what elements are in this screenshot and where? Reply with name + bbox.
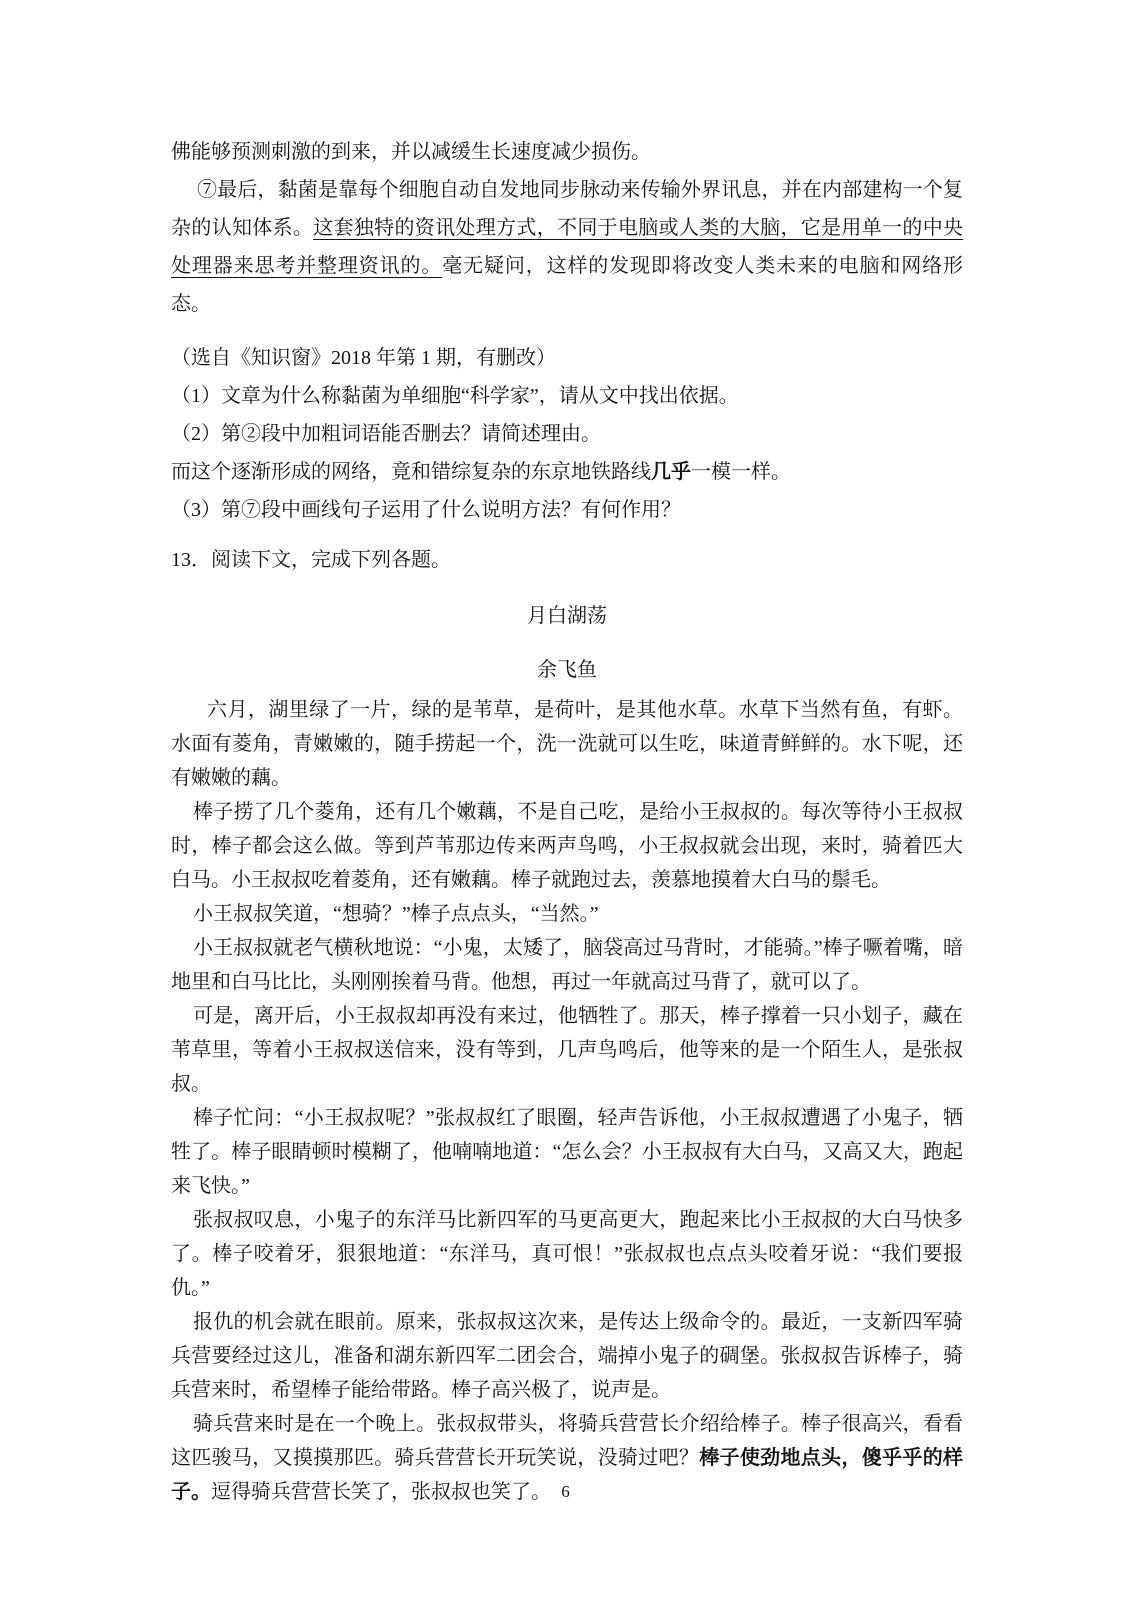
passage-tail-line: 佛能够预测刺激的到来，并以减缓生长速度减少损伤。 <box>171 141 651 163</box>
story-paragraph: 小王叔叔就老气横秋地说：“小鬼，太矮了，脑袋高过马背时，才能骑。”棒子噘着嘴，暗地里和白马比比，头刚刚挨着马背。他想，再过一年就高过马背了，就可以了。 <box>171 937 963 993</box>
story-paragraph: 报仇的机会就在眼前。原来，张叔叔这次来，是传达上级命令的。最近，一支新四军骑兵营要经过这儿，准备和湖东新四军二团会合，端掉小鬼子的碉堡。张叔叔告诉棒子，骑兵营来时，希望棒子能给带路。棒子高兴极了，说声是。 <box>171 1311 963 1401</box>
story-paragraph: 棒子捞了几个菱角，还有几个嫩藕，不是自己吃，是给小王叔叔的。每次等待小王叔叔时，棒子都会这么做。等到芦苇那边传来两声鸟鸣，小王叔叔就会出现，来时，骑着匹大白马。小王叔叔吃着菱角，还有嫩藕。棒子就跑过去，羡慕地摸着大白马的鬃毛。 <box>171 801 963 891</box>
story-paragraph: 张叔叔叹息，小鬼子的东洋马比新四军的马更高更大，跑起来比小王叔叔的大白马快多了。棒子咬着牙，狠狠地道：“东洋马，真可恨！”张叔叔也点点头咬着牙说：“我们要报仇。” <box>171 1209 963 1299</box>
question-2-quote-prefix: 而这个逐渐形成的网络，竟和错综复杂的东京地铁路线 <box>171 461 651 483</box>
story-paragraph: 六月，湖里绿了一片，绿的是苇草，是荷叶，是其他水草。水草下当然有鱼，有虾。水面有菱角，青嫩嫩的，随手捞起一个，洗一洗就可以生吃，味道青鲜鲜的。水下呢，还有嫩嫩的藕。 <box>171 699 963 789</box>
question-2: （2）第②段中加粗词语能否删去？请简述理由。 <box>171 423 601 445</box>
source-citation: （选自《知识窗》2018 年第 1 期，有删改） <box>171 347 556 369</box>
story-final-suffix: 逗得骑兵营营长笑了，张叔叔也笑了。 <box>211 1481 551 1503</box>
question-3: （3）第⑦段中画线句子运用了什么说明方法？有何作用？ <box>171 499 681 521</box>
passage-paragraph-7 <box>171 171 963 323</box>
story-paragraph: 可是，离开后，小王叔叔却再没有来过，他牺牲了。那天，棒子撑着一只小划子，藏在苇草里，等着小王叔叔送信来，没有等到，几声鸟鸣后，他等来的是一个陌生人，是张叔叔。 <box>171 1005 963 1095</box>
page-number: 6 <box>561 1482 570 1501</box>
story-final-bold-sentence: 棒子使劲地点头，傻乎乎的样子。 <box>171 1447 964 1503</box>
question-2-quote-suffix: 一模一样。 <box>691 461 791 483</box>
story-paragraph: 棒子忙问：“小王叔叔呢？”张叔叔红了眼圈，轻声告诉他，小王叔叔遭遇了小鬼子，牺牲了。棒子眼睛顿时模糊了，他喃喃地道：“怎么会？小王叔叔有大白马，又高又大，跑起来飞快。” <box>171 1107 963 1197</box>
question-2-quote-bold-word: 几乎 <box>651 461 691 483</box>
story-paragraph: 小王叔叔笑道，“想骑？”棒子点点头，“当然。” <box>193 903 599 925</box>
story-body <box>171 693 963 1509</box>
reading-section-1 <box>171 133 963 529</box>
question-2-quote <box>171 453 963 491</box>
story-author: 余飞鱼 <box>537 659 597 681</box>
question-1: （1）文章为什么称黏菌为单细胞“科学家”，请从文中找出依据。 <box>171 385 739 407</box>
question-13-instruction: 13．阅读下文，完成下列各题。 <box>171 549 451 571</box>
paragraph-7-suffix: 毫无疑问，这样的发现即将改变人类未来的电脑和网络形态。 <box>171 255 964 315</box>
paragraph-7-underlined-sentence: 这套独特的资讯处理方式，不同于电脑或人类的大脑，它是用单一的中央处理器来思考并整理资讯的。 <box>171 217 964 277</box>
page-content <box>171 133 963 1509</box>
story-final-prefix: 骑兵营来时是在一个晚上。张叔叔带头，将骑兵营营长介绍给棒子。棒子很高兴，看看这匹骏马，又摸摸那匹。骑兵营营长开玩笑说，没骑过吧？ <box>171 1413 963 1469</box>
paragraph-7-prefix: ⑦最后，黏菌是靠每个细胞自动自发地同步脉动来传输外界讯息，并在内部建构一个复杂的认知体系。 <box>171 179 963 239</box>
story-title: 月白湖荡 <box>527 605 607 627</box>
